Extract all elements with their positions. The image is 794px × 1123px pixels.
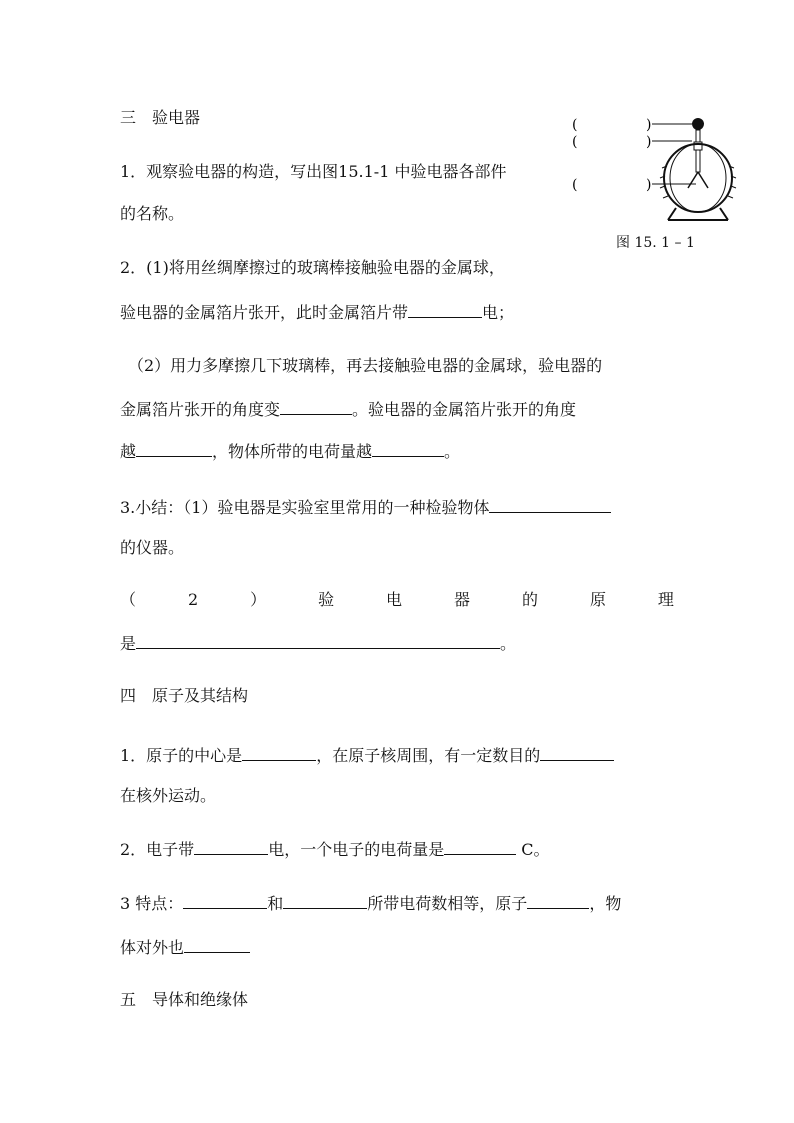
s4-q3-line1 [120,892,621,914]
s4-q1-line1 [120,744,614,766]
q3-line1-text: 3.小结：（1）验电器是实验室里常用的一种检验物体 [120,498,490,517]
q3-part2-char: 验 [318,590,335,609]
q3-part2-line1 [120,590,674,610]
q3-part2-char: 原 [589,590,606,609]
q3-line2: 的仪器。 [120,538,185,557]
s4-q1-text-a: 1．原子的中心是 [120,746,243,765]
s4-q3-line2-text: 体对外也 [120,938,185,957]
s4-q1-text-b: ，在原子核周围，有一定数目的 [316,746,541,765]
metal-ball [692,118,704,130]
s4-q2-line [120,838,550,860]
q1-line1: 1．观察验电器的构造，写出图15.1-1 中验电器各部件 [120,162,507,181]
q2-part2-line3-c: 。 [444,442,461,461]
s4-q3-text-c: 所带电荷数相等，原子 [367,894,528,913]
metal-rod [696,130,700,172]
section-heading-atom: 四 原子及其结构 [120,686,249,705]
s4-q3-line2 [120,936,250,958]
q3-part2-char: 的 [521,590,538,609]
answer-blank[interactable] [444,838,516,855]
figure-label-close-1: ) [646,117,652,133]
q3-part2-char: 理 [657,590,674,609]
answer-blank[interactable] [183,892,267,909]
answer-blank[interactable] [540,744,614,761]
answer-blank[interactable] [194,838,268,855]
q2-part2-line3-b: ，物体所带的电荷量越 [212,442,373,461]
q3-part2-char: 2 [187,590,199,609]
q2-part2-line3 [120,440,460,462]
q1-line2: 的名称。 [120,204,185,223]
answer-blank[interactable] [489,496,611,513]
q2-line2-end: 电； [482,303,515,322]
s4-q3-text-a: 3 特点： [120,894,184,913]
answer-blank[interactable] [283,892,367,909]
answer-blank[interactable] [136,632,500,649]
section-heading-electroscope: 三 验电器 [120,108,201,127]
s4-q3-text-d: ，物 [589,894,622,913]
q2-part2-line2 [120,398,576,420]
metal-foil-right [698,172,708,188]
q2-part2-line3-a: 越 [120,442,137,461]
stand [668,208,728,220]
electroscope-figure [568,106,748,256]
q3-part2-char: （ [120,590,137,609]
figure-label-close-3: ) [646,177,652,193]
q2-part2-line2-end: 。验电器的金属箔片张开的角度 [352,400,577,419]
q3-part2-char: 电 [386,590,403,609]
q3-part2-char: 器 [454,590,471,609]
q2-line1: 2．(1)将用丝绸摩擦过的玻璃棒接触验电器的金属球， [120,258,505,277]
q2-line2-text: 验电器的金属箔片张开，此时金属箔片带 [120,303,409,322]
metal-foil-left [688,172,698,188]
s4-q1-line2: 在核外运动。 [120,786,217,805]
electroscope-diagram [568,106,748,231]
answer-blank[interactable] [136,440,212,457]
q2-line2 [120,301,514,323]
s4-q2-text-c: C。 [516,840,550,859]
q3-part2-line2 [120,632,516,654]
section-heading-conductors: 五 导体和绝缘体 [120,990,249,1009]
answer-blank[interactable] [372,440,444,457]
figure-label-open-1: ( [572,117,578,133]
answer-blank[interactable] [280,398,352,415]
q3-part2-line2-end: 。 [500,634,517,653]
q3-part2-char: ） [250,590,267,609]
answer-blank[interactable] [242,744,316,761]
figure-label-open-3: ( [572,177,578,193]
answer-blank[interactable] [527,892,589,909]
figure-label-open-2: ( [572,134,578,150]
q3-part2-line2-text: 是 [120,634,137,653]
s4-q2-text-a: 2．电子带 [120,840,195,859]
q3-line1 [120,496,611,518]
q2-part2-line2-text: 金属箔片张开的角度变 [120,400,281,419]
answer-blank[interactable] [184,936,250,953]
s4-q2-text-b: 电，一个电子的电荷量是 [268,840,445,859]
figure-caption: 图 15. 1 – 1 [616,235,695,251]
s4-q3-text-b: 和 [267,894,284,913]
q2-part2-line1: （2）用力多摩擦几下玻璃棒，再去接触验电器的金属球，验电器的 [128,356,603,375]
answer-blank[interactable] [408,301,482,318]
figure-label-close-2: ) [646,134,652,150]
